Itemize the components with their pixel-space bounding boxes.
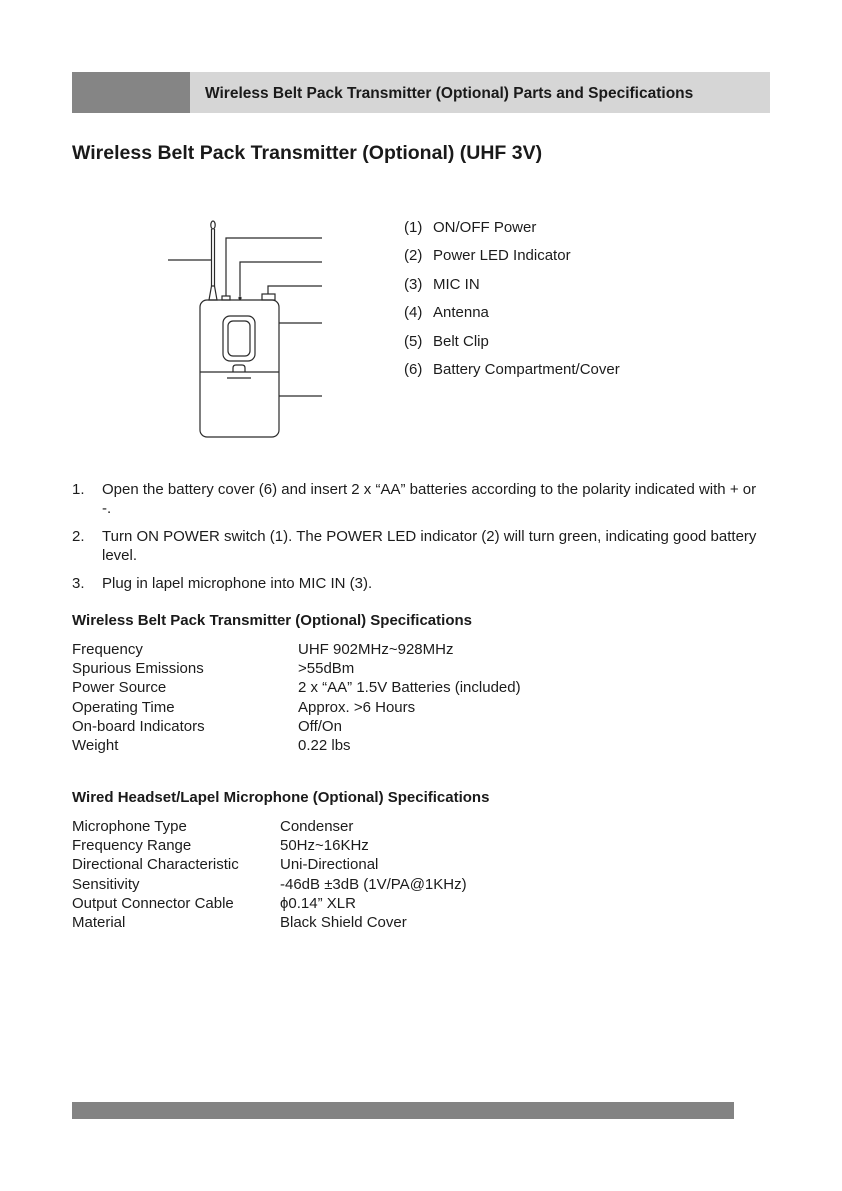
legend-item: (3) MIC IN	[404, 275, 480, 293]
step-item: 1. Open the battery cover (6) and insert 2 x “AA” batteries according to the polarity indicated with + or -.	[72, 481, 757, 517]
transmitter-diagram	[160, 210, 340, 450]
page-title: Wireless Belt Pack Transmitter (Optional) (UHF 3V)	[72, 142, 543, 164]
legend-item: (6) Battery Compartment/Cover	[404, 360, 620, 378]
transmitter-specs-title: Wireless Belt Pack Transmitter (Optional) Specifications	[72, 612, 472, 629]
power-switch	[222, 296, 230, 300]
header-section-title: Wireless Belt Pack Transmitter (Optional) Parts and Specifications	[205, 85, 694, 102]
front-panel-inner	[228, 321, 250, 356]
microphone-specs-title: Wired Headset/Lapel Microphone (Optional) Specifications	[72, 789, 490, 806]
legend-item: (1) ON/OFF Power	[404, 219, 537, 236]
legend-item: (4) Antenna	[404, 304, 489, 322]
led-dot	[238, 296, 241, 299]
footer-bar	[72, 1102, 734, 1119]
legend-item: (5) Belt Clip	[404, 332, 489, 350]
parts-legend	[404, 218, 620, 388]
cover-latch	[233, 365, 245, 372]
step-item: 3. Plug in lapel microphone into MIC IN (3).	[72, 575, 373, 592]
antenna-tip	[211, 221, 215, 229]
leader-line-mic-in	[268, 286, 322, 294]
leader-line-led	[240, 262, 322, 296]
step-item: 2. Turn ON POWER switch (1). The POWER LED indicator (2) will turn green, indicating good battery level.	[72, 528, 757, 564]
mic-in-jack	[262, 294, 275, 300]
header-accent-block	[72, 72, 190, 113]
antenna-base	[209, 286, 217, 300]
instruction-steps	[72, 480, 762, 602]
legend-item: (2) Power LED Indicator	[404, 247, 571, 265]
